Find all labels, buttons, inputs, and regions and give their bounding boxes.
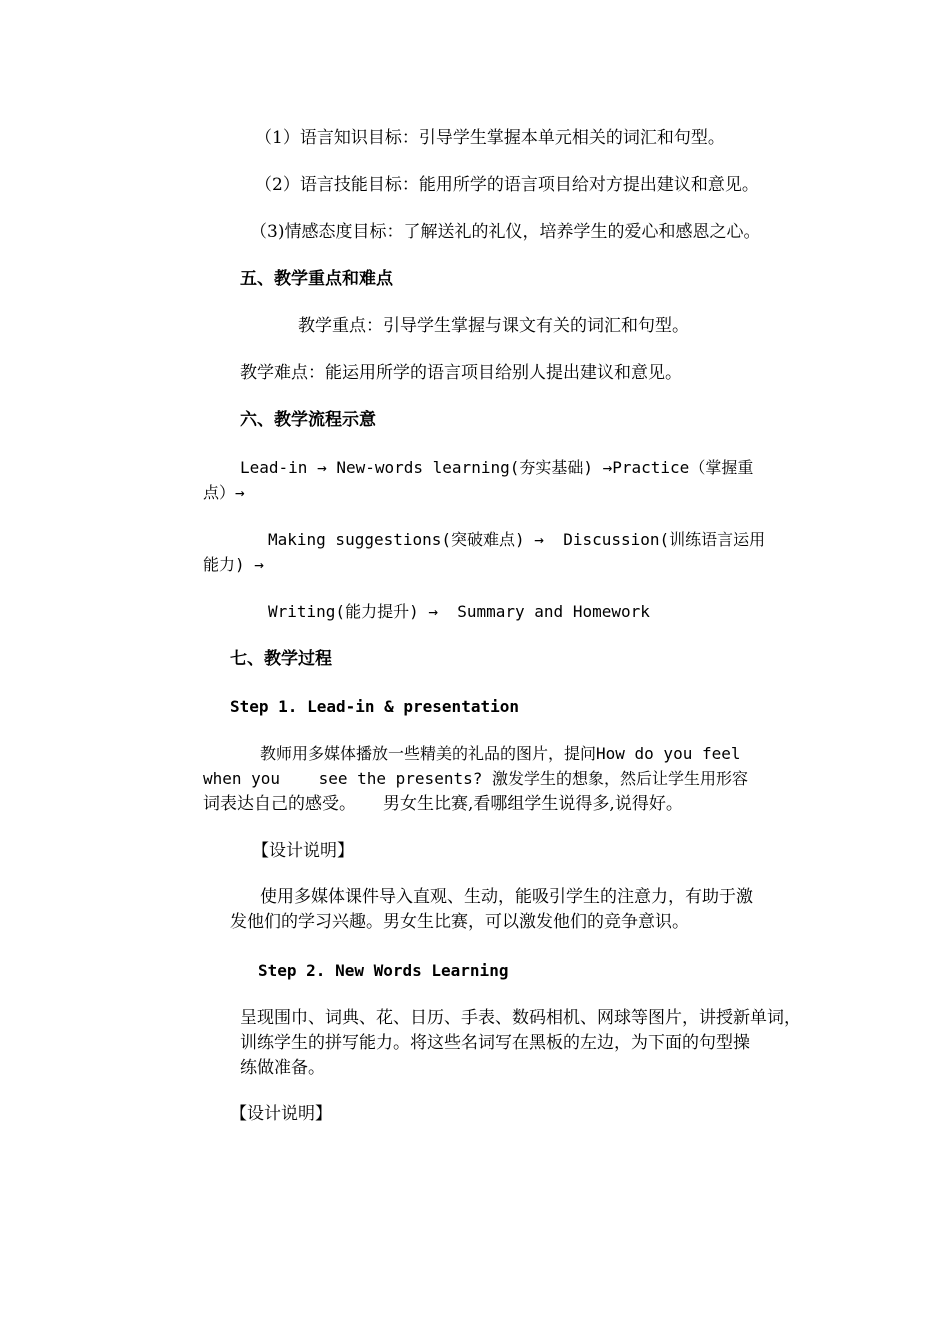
section-heading-teaching-flow: 六、教学流程示意 [240, 410, 376, 430]
flow-line-1-cont: 点）→ [203, 483, 245, 502]
flow-line-2: Making suggestions(突破难点) → Discussion(训练语言运用 [268, 530, 766, 549]
step1-paragraph-line-2: when you see the presents? 激发学生的想象，然后让学生用形容 [203, 769, 748, 788]
step2-design-label: 【设计说明】 [230, 1104, 332, 1124]
difficulty-text: 教学难点：能运用所学的语言项目给别人提出建议和意见。 [240, 363, 682, 383]
step2-title: Step 2. New Words Learning [258, 961, 509, 980]
step2-paragraph-line-3: 练做准备。 [240, 1058, 325, 1078]
step1-paragraph-line-3: 词表达自己的感受。 男女生比赛,看哪组学生说得多,说得好。 [203, 794, 683, 814]
step1-title: Step 1. Lead-in & presentation [230, 697, 519, 716]
step2-paragraph-line-1: 呈现围巾、词典、花、日历、手表、数码相机、网球等图片，讲授新单词， [240, 1008, 801, 1028]
step1-design-line-1: 使用多媒体课件导入直观、生动，能吸引学生的注意力，有助于激 [260, 887, 753, 907]
step1-paragraph-line-1: 教师用多媒体播放一些精美的礼品的图片，提问How do you feel [260, 744, 741, 763]
objective-emotional-attitude: （3)情感态度目标：了解送礼的礼仪，培养学生的爱心和感恩之心。 [250, 222, 761, 242]
flow-line-1: Lead-in → New-words learning(夯实基础) →Practice（掌握重 [240, 458, 754, 477]
flow-line-3: Writing(能力提升) → Summary and Homework [268, 602, 650, 621]
section-heading-teaching-process: 七、教学过程 [230, 649, 332, 669]
objective-language-knowledge: （1）语言知识目标：引导学生掌握本单元相关的词汇和句型。 [255, 128, 725, 148]
key-point-text: 教学重点：引导学生掌握与课文有关的词汇和句型。 [298, 316, 689, 336]
step1-design-label: 【设计说明】 [252, 841, 354, 861]
step2-paragraph-line-2: 训练学生的拼写能力。将这些名词写在黑板的左边，为下面的句型操 [240, 1033, 750, 1053]
step1-design-line-2: 发他们的学习兴趣。男女生比赛，可以激发他们的竞争意识。 [230, 912, 689, 932]
section-heading-key-points: 五、教学重点和难点 [240, 269, 393, 289]
objective-language-skill: （2）语言技能目标：能用所学的语言项目给对方提出建议和意见。 [255, 175, 759, 195]
flow-line-2-cont: 能力) → [203, 555, 264, 574]
